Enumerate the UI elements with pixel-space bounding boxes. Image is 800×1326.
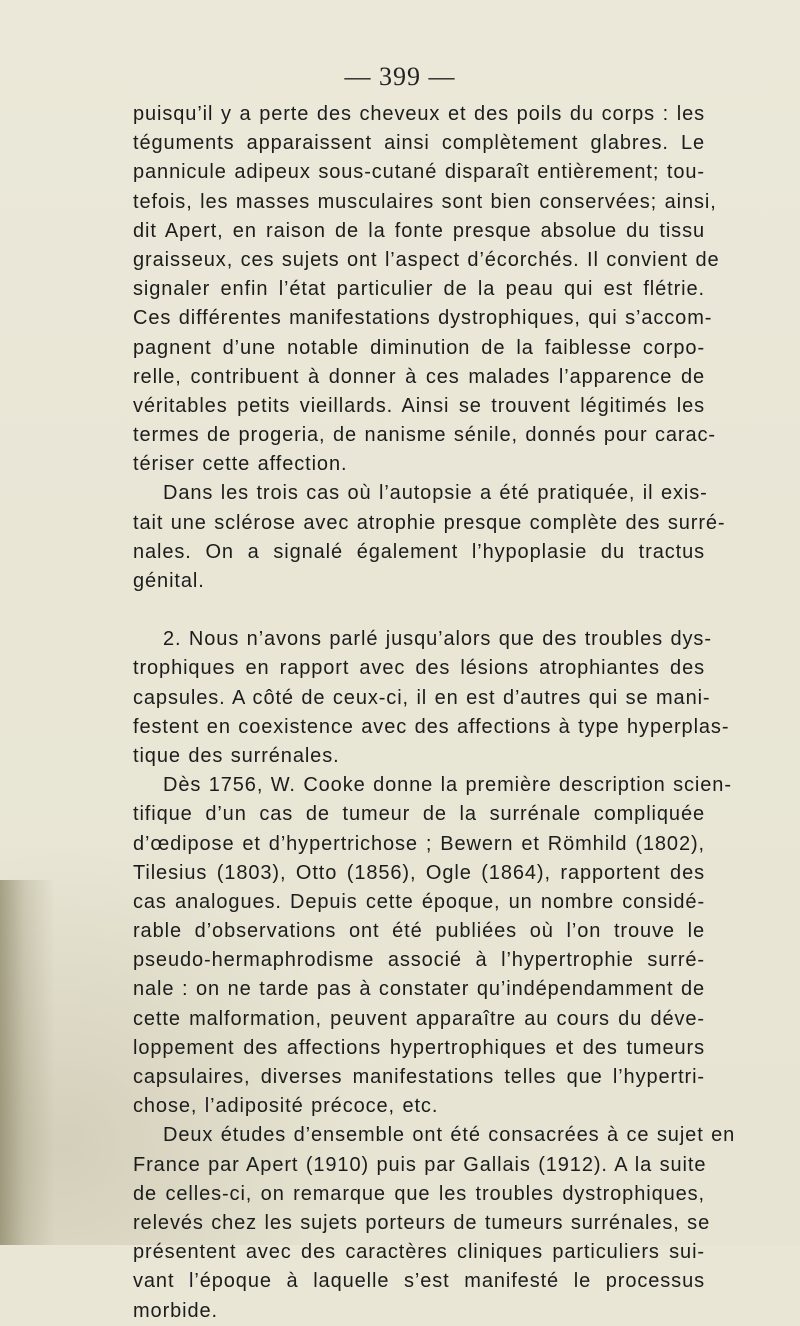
text-line: tique des surrénales. [133,744,340,767]
text-line: capsulaires, diverses manifestations telles que l’hypertri- [133,1066,705,1088]
text-line: de celles-ci, on remarque que les troubles dystrophiques, [133,1182,705,1205]
text-line: festent en coexistence avec des affections à type hyperplas- [133,715,730,738]
text-line: Dans les trois cas où l’autopsie a été pratiquée, il exis- [163,482,708,505]
text-line: dit Apert, en raison de la fonte presque absolue du tissu [133,219,705,242]
text-line: génital. [133,570,205,592]
text-line: France par Apert (1910) puis par Gallais (1912). A la suite [133,1153,707,1176]
text-line: téguments apparaissent ainsi complètement glabres. Le [133,132,705,155]
text-line: graisseux, ces sujets ont l’aspect d’écorchés. Il convient de [133,248,720,271]
body-text [133,100,736,1326]
text-line: tériser cette affection. [133,453,348,476]
text-line: cas analogues. Depuis cette époque, un nombre considé- [133,890,705,913]
text-line: pagnent d’une notable diminution de la faiblesse corpo- [133,336,705,359]
text-line: signaler enfin l’état particulier de la peau qui est flétrie. [133,278,705,301]
text-line: tefois, les masses musculaires sont bien conservées; ainsi, [133,190,717,213]
text-line: Tilesius (1803), Otto (1856), Ogle (1864), rapportent des [133,861,705,884]
text-line: relevés chez les sujets porteurs de tumeurs surrénales, se [133,1211,711,1234]
text-line: tifique d’un cas de tumeur de la surrénale compliquée [133,803,705,826]
text-line: vant l’époque à laquelle s’est manifesté le processus [133,1270,705,1293]
paragraph-gap [133,596,705,625]
text-line: d’œdipose et d’hypertrichose ; Bewern et Römhild (1802), [133,832,705,855]
text-line: véritables petits vieillards. Ainsi se trouvent légitimés les [133,394,705,417]
text-line: nales. On a signalé également l’hypoplasie du tractus [133,540,705,563]
text-line: présentent avec des caractères cliniques particuliers sui- [133,1241,705,1264]
text-line: morbide. [133,1299,219,1322]
text-line: relle, contribuent à donner à ces malades l’apparence de [133,365,705,388]
text-line: pannicule adipeux sous-cutané disparaît entièrement; tou- [133,161,705,184]
text-line: pseudo-hermaphrodisme associé à l’hypertrophie surré- [133,949,705,972]
text-line: loppement des affections hypertrophiques et des tumeurs [133,1036,705,1059]
text-line: Deux études d’ensemble ont été consacrées à ce sujet en [163,1124,736,1147]
text-line: cette malformation, peuvent apparaître au cours du déve- [133,1007,705,1030]
text-line: Dès 1756, W. Cooke donne la première description scien- [163,774,732,797]
text-line: nale : on ne tarde pas à constater qu’indépendamment de [133,978,705,1001]
text-line: puisqu’il y a perte des cheveux et des poils du corps : les [133,103,705,125]
page-number: — 399 — [344,62,456,91]
text-line: tait une sclérose avec atrophie presque complète des surré- [133,511,726,534]
text-line: trophiques en rapport avec des lésions atrophiantes des [133,657,705,680]
text-line: Ces différentes manifestations dystrophiques, qui s’accom- [133,307,713,330]
text-line: chose, l’adiposité précoce, etc. [133,1095,439,1118]
text-line: capsules. A côté de ceux-ci, il en est d’autres qui se mani- [133,686,711,709]
page-edge-shadow [0,880,55,1245]
text-line: termes de progeria, de nanisme sénile, donnés pour carac- [133,424,716,447]
text-line: 2. Nous n’avons parlé jusqu’alors que des troubles dys- [163,628,712,651]
text-line: rable d’observations ont été publiées où l’on trouve le [133,920,705,943]
